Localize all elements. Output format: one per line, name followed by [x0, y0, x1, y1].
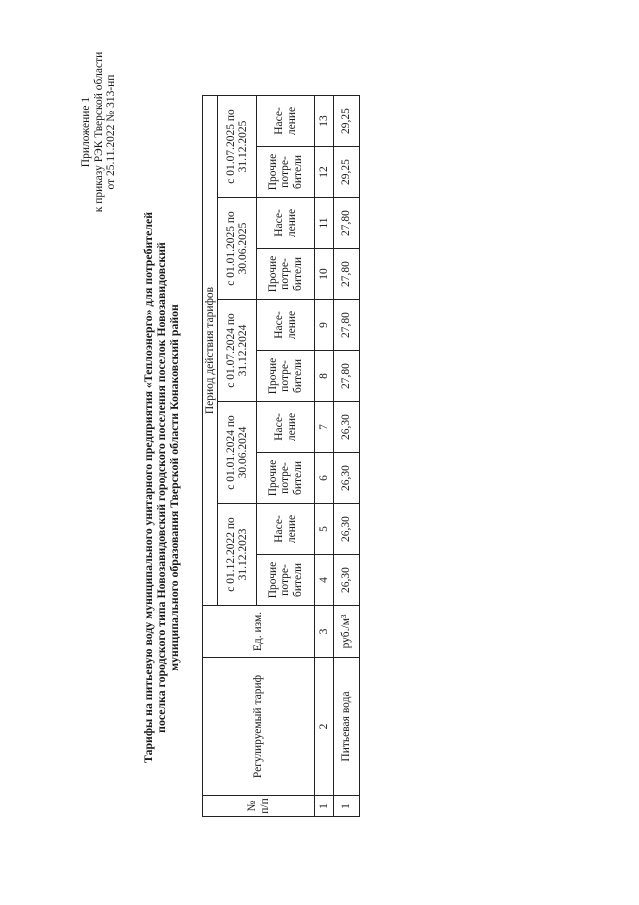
column-index: 8	[315, 351, 334, 402]
column-index: 12	[315, 147, 334, 198]
title-line-3: муниципального образования Тверской области Конаковский район	[167, 304, 181, 671]
title-line-1: Тарифы на питьевую воду муниципального унитарного предприятия «Теплоэнерго» для потребителей	[141, 212, 155, 763]
tariff-value: 26,30	[334, 504, 360, 555]
tariff-value: 27,80	[334, 249, 360, 300]
column-index-row	[315, 96, 334, 817]
column-index: 11	[315, 198, 334, 249]
column-index: 10	[315, 249, 334, 300]
header-unit: Ед. изм.	[203, 606, 315, 658]
column-index: 9	[315, 300, 334, 351]
appendix-line-2: к приказу РЭК Тверской области	[92, 51, 105, 213]
tariff-value: 26,30	[334, 453, 360, 504]
group-other: Прочие потре- бители	[257, 351, 315, 402]
tariff-value: 29,25	[334, 96, 360, 147]
header-row-period	[203, 96, 218, 817]
row-tariff: Питьевая вода	[334, 658, 360, 796]
group-population: Насе- ление	[257, 198, 315, 249]
period-range: с 01.12.2022 по 31.12.2023	[218, 504, 257, 606]
header-period: Период действия тарифов	[203, 96, 218, 606]
column-index: 1	[315, 796, 334, 817]
appendix-line-1: Приложение 1	[80, 96, 92, 168]
column-index: 4	[315, 555, 334, 606]
period-range: с 01.07.2024 по 31.12.2024	[218, 300, 257, 402]
row-no: 1	[334, 796, 360, 817]
row-unit: руб./м³	[334, 606, 360, 658]
table-row	[334, 96, 360, 817]
group-population: Насе- ление	[257, 96, 315, 147]
tariff-value: 26,30	[334, 402, 360, 453]
tariff-value: 27,80	[334, 351, 360, 402]
column-index: 7	[315, 402, 334, 453]
tariff-value: 26,30	[334, 555, 360, 606]
tariff-table	[202, 95, 360, 817]
group-other: Прочие потре- бители	[257, 555, 315, 606]
tariff-value: 29,25	[334, 147, 360, 198]
header-no: № п/п	[203, 796, 315, 817]
group-other: Прочие потре- бители	[257, 453, 315, 504]
appendix-line-3: от 25.11.2022 № 313-нп	[105, 74, 117, 190]
period-range: с 01.01.2024 по 30.06.2024	[218, 402, 257, 504]
tariff-value: 27,80	[334, 300, 360, 351]
column-index: 3	[315, 606, 334, 658]
tariff-value: 27,80	[334, 198, 360, 249]
group-population: Насе- ление	[257, 300, 315, 351]
period-range: с 01.07.2025 по 31.12.2025	[218, 96, 257, 198]
title-line-2: поселка городского типа Новозавидовский городского поселения поселок Новозавидовский	[154, 242, 168, 733]
group-population: Насе- ление	[257, 504, 315, 555]
column-index: 5	[315, 504, 334, 555]
group-other: Прочие потре- бители	[257, 147, 315, 198]
header-tariff: Регулируемый тариф	[203, 658, 315, 796]
appendix-note	[80, 42, 118, 222]
group-other: Прочие потре- бители	[257, 249, 315, 300]
column-index: 13	[315, 96, 334, 147]
column-index: 2	[315, 658, 334, 796]
document-title	[142, 130, 181, 845]
group-population: Насе- ление	[257, 402, 315, 453]
column-index: 6	[315, 453, 334, 504]
period-range: с 01.01.2025 по 30.06.2025	[218, 198, 257, 300]
